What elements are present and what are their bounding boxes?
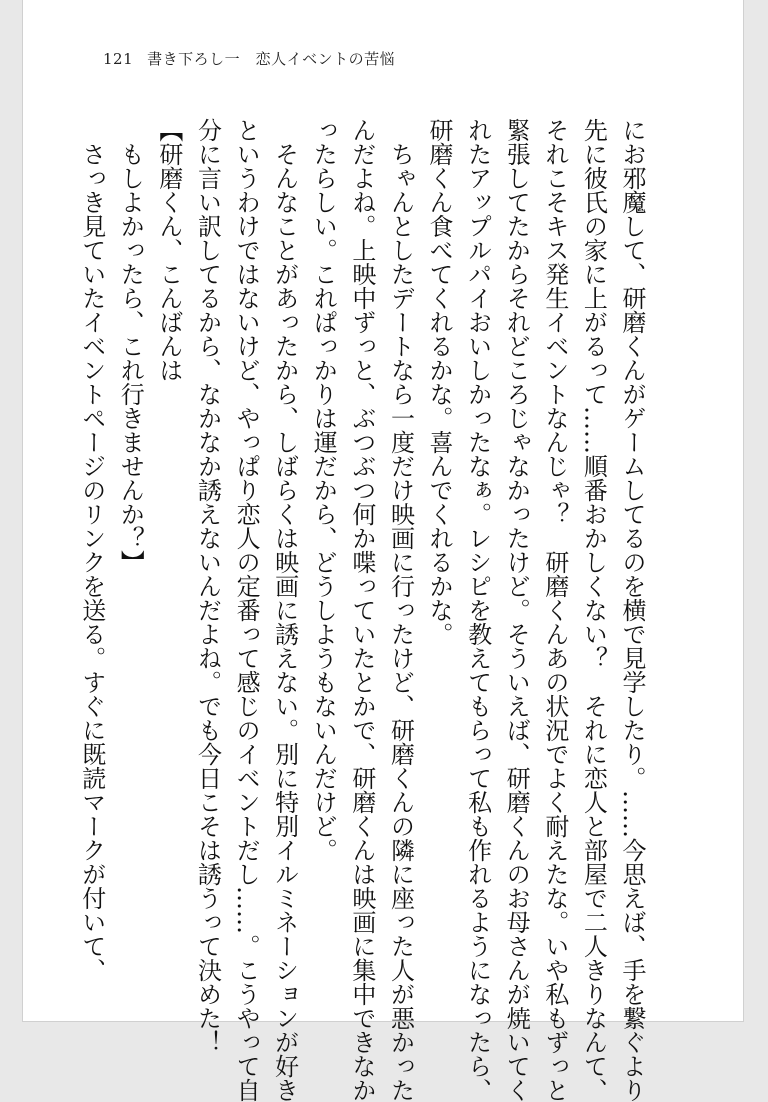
text-line: ったらしい。これぱっかりは運だから、どうしようもないんだけど。: [309, 118, 338, 862]
text-line: というわけではないけど、やっぱり恋人の定番って感じのイベントだし……。こうやって自: [232, 118, 261, 1102]
text-line: 先に彼氏の家に上がるって……順番おかしくない？ それに恋人と部屋で二人きりなんて、: [579, 118, 608, 1102]
text-line: んだよね。上映中ずっと、ぶつぶつ何か喋っていたとかで、研磨くんは映画に集中できなか: [347, 118, 376, 1102]
text-line: 研磨くん食べてくれるかな。喜んでくれるかな。: [425, 118, 454, 646]
text-line: にお邪魔して、研磨くんがゲームしてるのを横で見学したり。……今思えば、手を繋ぐより: [618, 118, 646, 1102]
message-line: 【研磨くん、こんばんは: [154, 118, 183, 382]
page-number: 121: [103, 50, 134, 68]
message-line: もしよかったら、これ行きませんか？】: [116, 118, 145, 574]
book-page: [22, 0, 744, 1102]
text-line: それこそキス発生イベントなんじゃ？ 研磨くんあの状況でよく耐えたな。いや私もずっと: [540, 118, 569, 1102]
text-line: ちゃんとしたデートなら一度だけ映画に行ったけど、研磨くんの隣に座った人が悪かった: [386, 118, 415, 1102]
text-line: そんなことがあったから、しばらくは映画に誘えない。別に特別イルミネーションが好き: [270, 118, 299, 1102]
text-line: れたアップルパイおいしかったなぁ。レシピを教えてもらって私も作れるようになったら、: [463, 118, 492, 1102]
text-line: 緊張してたからそれどころじゃなかったけど。そういえば、研磨くんのお母さんが焼いてく: [502, 118, 531, 1102]
vertical-text-body: [77, 118, 651, 1102]
chapter-title: 書き下ろし一 恋人イベントの苦悩: [147, 50, 396, 68]
text-line: 分に言い訳してるから、なかなか誘えないんだよね。でも今日こそは誘うって決めた！: [193, 118, 222, 1054]
running-header: [103, 48, 395, 69]
text-line: さっき見ていたイベントページのリンクを送る。すぐに既読マークが付いて、: [77, 118, 106, 982]
